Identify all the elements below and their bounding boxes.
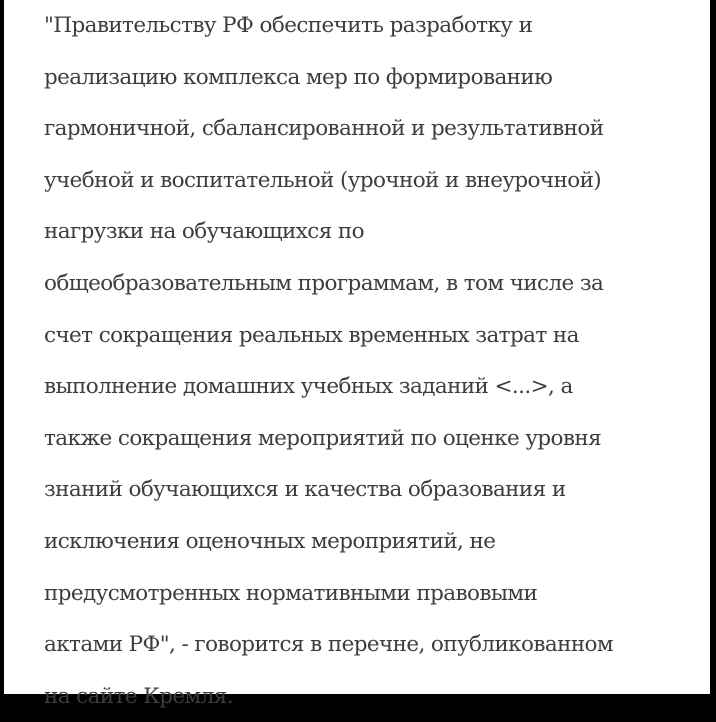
- text-line: нагрузки на обучающихся по: [44, 219, 364, 245]
- text-line: счет сокращения реальных временных затрат на: [44, 322, 579, 348]
- text-line: на сайте Кремля.: [44, 683, 233, 709]
- text-line: исключения оценочных мероприятий, не: [44, 528, 496, 554]
- quote-paragraph: [44, 0, 704, 722]
- text-line: выполнение домашних учебных заданий <...>, а: [44, 374, 573, 400]
- text-line: учебной и воспитательной (урочной и внеурочной): [44, 167, 602, 193]
- document-page: [4, 0, 710, 709]
- text-line: также сокращения мероприятий по оценке уровня: [44, 425, 602, 451]
- text-line: актами РФ", - говорится в перечне, опубликованном: [44, 632, 614, 658]
- text-line: знаний обучающихся и качества образования и: [44, 477, 566, 503]
- text-line: общеобразовательным программам, в том числе за: [44, 270, 604, 296]
- text-line: "Правительству РФ обеспечить разработку и: [44, 13, 533, 38]
- text-line: реализацию комплекса мер по формированию: [44, 64, 553, 90]
- text-line: гармоничной, сбалансированной и результативной: [44, 116, 604, 142]
- text-line: предусмотренных нормативными правовыми: [44, 580, 538, 606]
